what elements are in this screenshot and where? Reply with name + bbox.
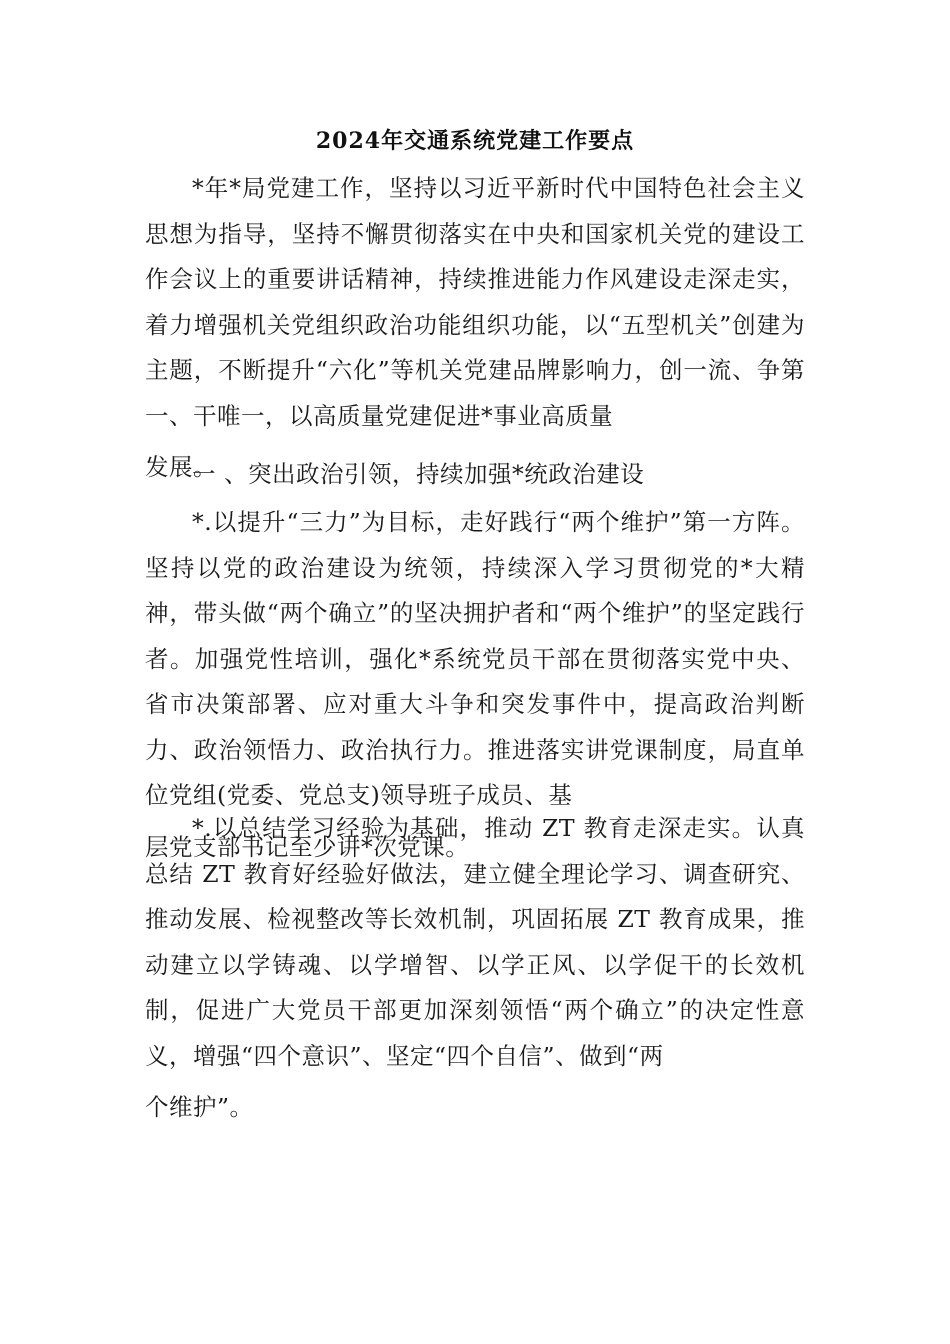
item-1-paragraph-body: *.以提升“三力”为目标，走好践行“两个维护”第一方阵。坚持以党的政治建设为统领，持续深入学习贯彻党的*大精神，带头做“两个确立”的坚决拥护者和“两个维护”的坚定践行者。加强党性培训，强化*系统党员干部在贯彻落实党中央、省市决策部署、应对重大斗争和突发事件中，提高政治判断力、政治领悟力、政治执行力。推进落实讲党课制度，局直单位党组(党委、党总支)领导班子成员、基	[145, 508, 805, 809]
item-2-paragraph-body: *.以总结学习经验为基础，推动 ZT 教育走深走实。认真总结 ZT 教育好经验好做法，建立健全理论学习、调查研究、推动发展、检视整改等长效机制，巩固拓展 ZT 教育成果，推动建立以学铸魂、以学增智、以学正风、以学促干的长效机制，促进广大党员干部更加深刻领悟“两个确立”的决定性意义，增强“四个意识”、坚定“四个自信”、做到“两	[145, 814, 805, 1070]
intro-paragraph-tail: 发展。	[145, 453, 217, 481]
intro-paragraph-body: *年*局党建工作，坚持以习近平新时代中国特色社会主义思想为指导，坚持不懈贯彻落实在中央和国家机关党的建设工作会议上的重要讲话精神，持续推进能力作风建设走深走实，着力增强机关党组织政治功能组织功能，以“五型机关”创建为主题，不断提升“六化”等机关党建品牌影响力，创一流、争第一、干唯一，以高质量党建促进*事业高质量	[145, 174, 805, 430]
document-title: 2024年交通系统党建工作要点	[315, 128, 635, 154]
intro-paragraph	[145, 166, 805, 491]
item-2-paragraph-tail: 个维护”。	[145, 1093, 254, 1121]
item-1-paragraph-tail: 层党支部书记至少讲*次党课。	[145, 832, 470, 861]
item-2-paragraph	[145, 806, 805, 1131]
section-heading: 一 、突出政治引领，持续加强*统政治建设	[192, 460, 645, 488]
